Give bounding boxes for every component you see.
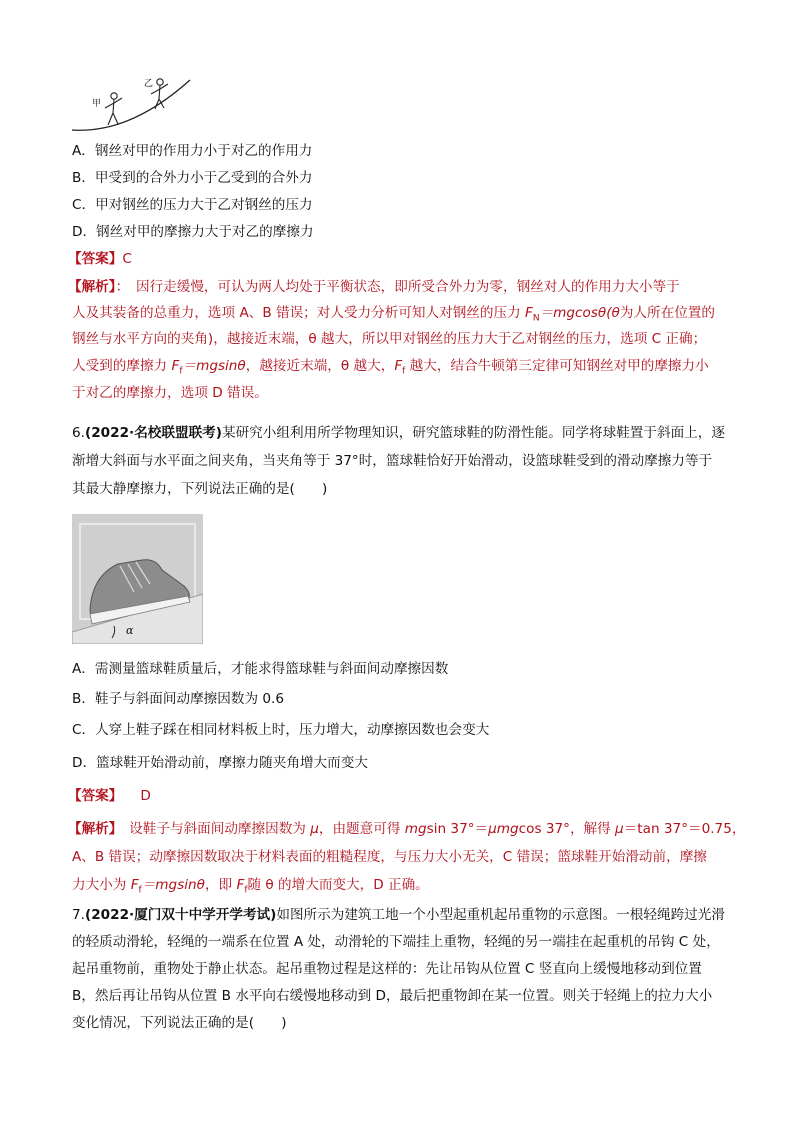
person-jia [105, 93, 122, 125]
q5-option-b: B．甲受到的合外力小于乙受到的合外力 [72, 170, 313, 186]
q5-analysis-line-5: 于对乙的摩擦力，选项 D 错误。 [72, 385, 268, 401]
q6-option-d: D．篮球鞋开始滑动前，摩擦力随夹角增大而变大 [72, 755, 368, 771]
q7-stem-line-5: 变化情况，下列说法正确的是( ) [72, 1015, 287, 1031]
q6-source: (2022·名校联盟联考) [84, 425, 222, 441]
q5-answer [68, 248, 132, 270]
q5-option-c: C．甲对钢丝的压力大于乙对钢丝的压力 [72, 197, 313, 213]
shoe-photo-drawing [72, 514, 203, 644]
q6-stem-line-2: 渐增大斜面与水平面之间夹角，当夹角等于 37°时，篮球鞋恰好开始滑动，设篮球鞋受到的滑动摩擦力等于 [72, 453, 713, 469]
q6-stem-line-3: 其最大静摩擦力，下列说法正确的是( ) [72, 481, 328, 497]
answer-label: 【答案】 [68, 251, 123, 267]
q7-stem-line-2: 的轻质动滑轮，轻绳的一端系在位置 A 处，动滑轮的下端挂上重物，轻绳的另一端挂在起重机的吊钩 C 处， [72, 934, 720, 950]
q6-analysis-line-2: A、B 错误；动摩擦因数取决于材料表面的粗糙程度，与压力大小无关，C 错误；篮球鞋开始滑动前，摩擦 [72, 849, 707, 865]
answer-value: C [122, 251, 132, 267]
q5-option-a: A．钢丝对甲的作用力小于对乙的作用力 [72, 143, 313, 159]
label-yi: 乙 [144, 79, 154, 89]
q6-option-b: B．鞋子与斜面间动摩擦因数为 0.6 [72, 691, 284, 707]
q5-analysis-line-1: 【解析】： 因行走缓慢，可认为两人均处于平衡状态，即所受合外力为零，钢丝对人的作用力大小等于 [68, 279, 680, 295]
angle-label: α [126, 624, 134, 637]
wire-curve [72, 80, 190, 130]
analysis-label: 【解析】 [68, 821, 116, 837]
q5-analysis-line-2: 人及其装备的总重力，选项 A、B 错误；对人受力分析可知人对钢丝的压力 $F_N=mgcos\theta(\theta$为人所在位置的 [72, 305, 715, 324]
tightrope-figure [70, 68, 200, 134]
q7-stem-line-1: 7.(2022·厦门双十中学开学考试)如图所示为建筑工地一个小型起重机起吊重物的示意图。一根轻绳跨过光滑 [72, 907, 725, 923]
label-jia: 甲 [92, 99, 102, 109]
q7-stem-line-4: B，然后再让吊钩从位置 B 水平向右缓慢地移动到 D，最后把重物卸在某一位置。则关于轻绳上的拉力大小 [72, 988, 713, 1004]
q6-number: 6. [72, 425, 85, 441]
answer-label: 【答案】 [68, 788, 123, 804]
q6-analysis-line-3: 力大小为 $F_f=mgsin\theta$，即 $F_f$随 θ 的增大而变大，D 正确。 [72, 877, 429, 896]
q5-analysis-line-4: 人受到的摩擦力 $F_f=mgsin\theta$，越接近末端，θ 越大，$F_f$ 越大，结合牛顿第三定律可知钢丝对甲的摩擦力小 [72, 358, 709, 377]
shoe-on-incline-photo [72, 514, 203, 644]
q6-analysis-line-1: 【解析】 设鞋子与斜面间动摩擦因数为 μ，由题意可得 mgsin 37°＝μmgcos 37°，解得 μ＝tan 37°＝0.75， [68, 821, 746, 837]
q6-answer [68, 785, 151, 807]
q5-analysis-line-3: 钢丝与水平方向的夹角)，越接近末端，θ 越大，所以甲对钢丝的压力大于乙对钢丝的压力，选项 C 正确； [72, 331, 707, 347]
q6-option-a: A．需测量篮球鞋质量后，才能求得篮球鞋与斜面间动摩擦因数 [72, 661, 449, 677]
analysis-label: 【解析】 [68, 279, 116, 295]
q6-option-c: C．人穿上鞋子踩在相同材料板上时，压力增大，动摩擦因数也会变大 [72, 722, 490, 738]
q6-stem-line-1: 6.(2022·名校联盟联考)某研究小组利用所学物理知识，研究篮球鞋的防滑性能。同学将球鞋置于斜面上，逐 [72, 425, 725, 441]
q7-stem-line-3: 起吊重物前，重物处于静止状态。起吊重物过程是这样的：先让吊钩从位置 C 竖直向上缓慢地移动到位置 [72, 961, 702, 977]
q7-source: (2022·厦门双十中学开学考试) [84, 907, 277, 923]
q7-number: 7. [72, 907, 85, 923]
answer-value: D [140, 788, 151, 804]
q5-option-d: D．钢丝对甲的摩擦力大于对乙的摩擦力 [72, 224, 314, 240]
